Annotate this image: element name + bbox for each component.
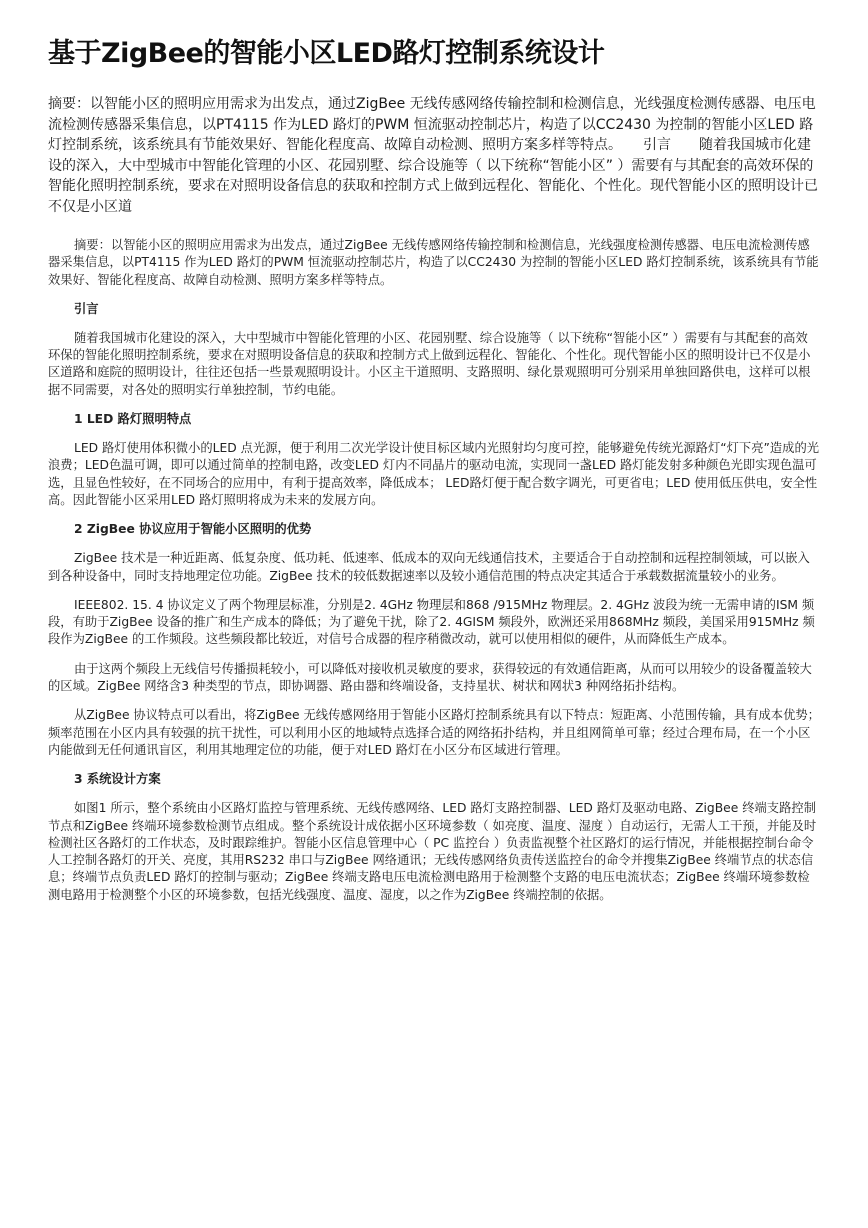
intro-paragraph: 随着我国城市化建设的深入，大中型城市中智能化管理的小区、花园别墅、综合设施等（ 以下统称“智能小区” ）需要有与其配套的高效环保的智能化照明控制系统，要求在对照明设备信息的获取和控制方式上做到远程化、智能化、个性化。现代智能小区的照明设计已不仅是小区道路和庭院的照明设计，往往还包括一些景观照明设计。小区主干道照明、支路照明、绿化景观照明可分别采用单独回路供电，这样可以根据不同需要，对各处的照明实行单独控制，节约电能。 [48, 330, 811, 397]
section3-heading: 3 系统设计方案 [74, 772, 161, 787]
section2-paragraph-4: 从ZigBee 协议特点可以看出，将ZigBee 无线传感网络用于智能小区路灯控制系统具有以下特点：短距离、小范围传输，具有成本优势；频率范围在小区内具有较强的抗干扰性，可以利用小区的地域特点选择合适的网络拓扑结构，并且组网简单可靠；经过合理布局，在一个小区内能做到无任何通讯盲区，利用其地理定位的功能，便于对LED 路灯在小区分布区域进行管理。 [48, 708, 820, 757]
section2-paragraph-1: ZigBee 技术是一种近距离、低复杂度、低功耗、低速率、低成本的双向无线通信技术，主要适合于自动控制和远程控制领域，可以嵌入到各种设备中，同时支持地理定位功能。ZigBee 技术的较低数据速率以及较小通信范围的特点决定其适合于承载数据流量较小的业务。 [48, 551, 810, 583]
section1-paragraph: LED 路灯使用体积微小的LED 点光源，便于利用二次光学设计使目标区域内光照射均匀度可控，能够避免传统光源路灯“灯下亮”造成的光浪费；LED色温可调，即可以通过简单的控制电路，改变LED 灯内不同晶片的驱动电流，实现同一盏LED 路灯能发射多种颜色光即实现色温可选，且显色性较好，在不同场合的应用中，有利于提高效率，降低成本； LED路灯便于配合数字调光，可更省电；LED 使用低压供电，安全性高。因此智能小区采用LED 路灯照明将成为未来的发展方向。 [48, 441, 820, 507]
section2-heading: 2 ZigBee 协议应用于智能小区照明的优势 [74, 522, 312, 537]
section1-heading: 1 LED 路灯照明特点 [74, 412, 192, 427]
section3-paragraph: 如图1 所示，整个系统由小区路灯监控与管理系统、无线传感网络、LED 路灯支路控制器、LED 路灯及驱动电路、ZigBee 终端支路控制节点和ZigBee 终端环境参数检测节点组成。整个系统设计成依据小区环境参数（ 如亮度、温度、湿度 ）自动运行，无需人工干预，并能及时检测社区各路灯的工作状态，及时跟踪维护。智能小区信息管理中心（ PC 监控台 ）负责监视整个社区路灯的运行情况，并能根据控制台命令人工控制各路灯的开关、亮度，其用RS232 串口与ZigBee 网络通讯；无线传感网络负责传送监控台的命令并搜集ZigBee 终端节点的状态信息；终端节点负责LED 路灯的控制与驱动；ZigBee 终端支路电压电流检测电路用于检测整个支路的电压电流状态；ZigBee 终端环境参数检测电路用于检测整个小区的环境参数，包括光线强度、温度、湿度，以之作为ZigBee 终端控制的依据。 [48, 801, 817, 902]
document-title: 基于ZigBee的智能小区LED路灯控制系统设计 [48, 38, 605, 69]
intro-heading: 引言 [74, 301, 99, 316]
section2-paragraph-2: IEEE802. 15. 4 协议定义了两个物理层标准，分别是2. 4GHz 物理层和868 /915MHz 物理层。2. 4GHz 波段为统一无需申请的ISM 频段，有助于ZigBee 设备的推广和生产成本的降低；为了避免干扰，除了2. 4GISM 频段外，欧洲还采用868MHz 频段，美国采用915MHz 频段作为ZigBee 的工作频段。这些频段都比较近，对信号合成器的程序稍微改动，就可以使用相似的硬件，从而降低生产成本。 [48, 597, 815, 647]
abstract-paragraph: 摘要：以智能小区的照明应用需求为出发点，通过ZigBee 无线传感网络传输控制和检测信息，光线强度检测传感器、电压电流检测传感器采集信息，以PT4115 作为LED 路灯的PWM 恒流驱动控制芯片，构造了以CC2430 为控制的智能小区LED 路灯控制系统，该系统具有节能效果好、智能化程度高、故障自动检测、照明方案多样等特点。 [48, 238, 819, 287]
summary-lead: 摘要：以智能小区的照明应用需求为出发点，通过ZigBee 无线传感网络传输控制和检测信息，光线强度检测传感器、电压电流检测传感器采集信息，以PT4115 作为LED 路灯的PWM 恒流驱动控制芯片，构造了以CC2430 为控制的智能小区LED 路灯控制系统，该系统具有节能效果好、智能化程度高、故障自动检测、照明方案多样等特点。 引言 随着我国城市化建设的深入，大中型城市中智能化管理的小区、花园别墅、综合设施等（ 以下统称“智能小区” ）需要有与其配套的高效环保的智能化照明控制系统，要求在对照明设备信息的获取和控制方式上做到远程化、智能化、个性化。现代智能小区的照明设计已不仅是小区道 [48, 96, 818, 215]
section2-paragraph-3: 由于这两个频段上无线信号传播损耗较小，可以降低对接收机灵敏度的要求，获得较远的有效通信距离，从而可以用较少的设备覆盖较大的区域。ZigBee 网络含3 种类型的节点，即协调器、路由器和终端设备，支持星状、树状和网状3 种网络拓扑结构。 [48, 661, 812, 694]
